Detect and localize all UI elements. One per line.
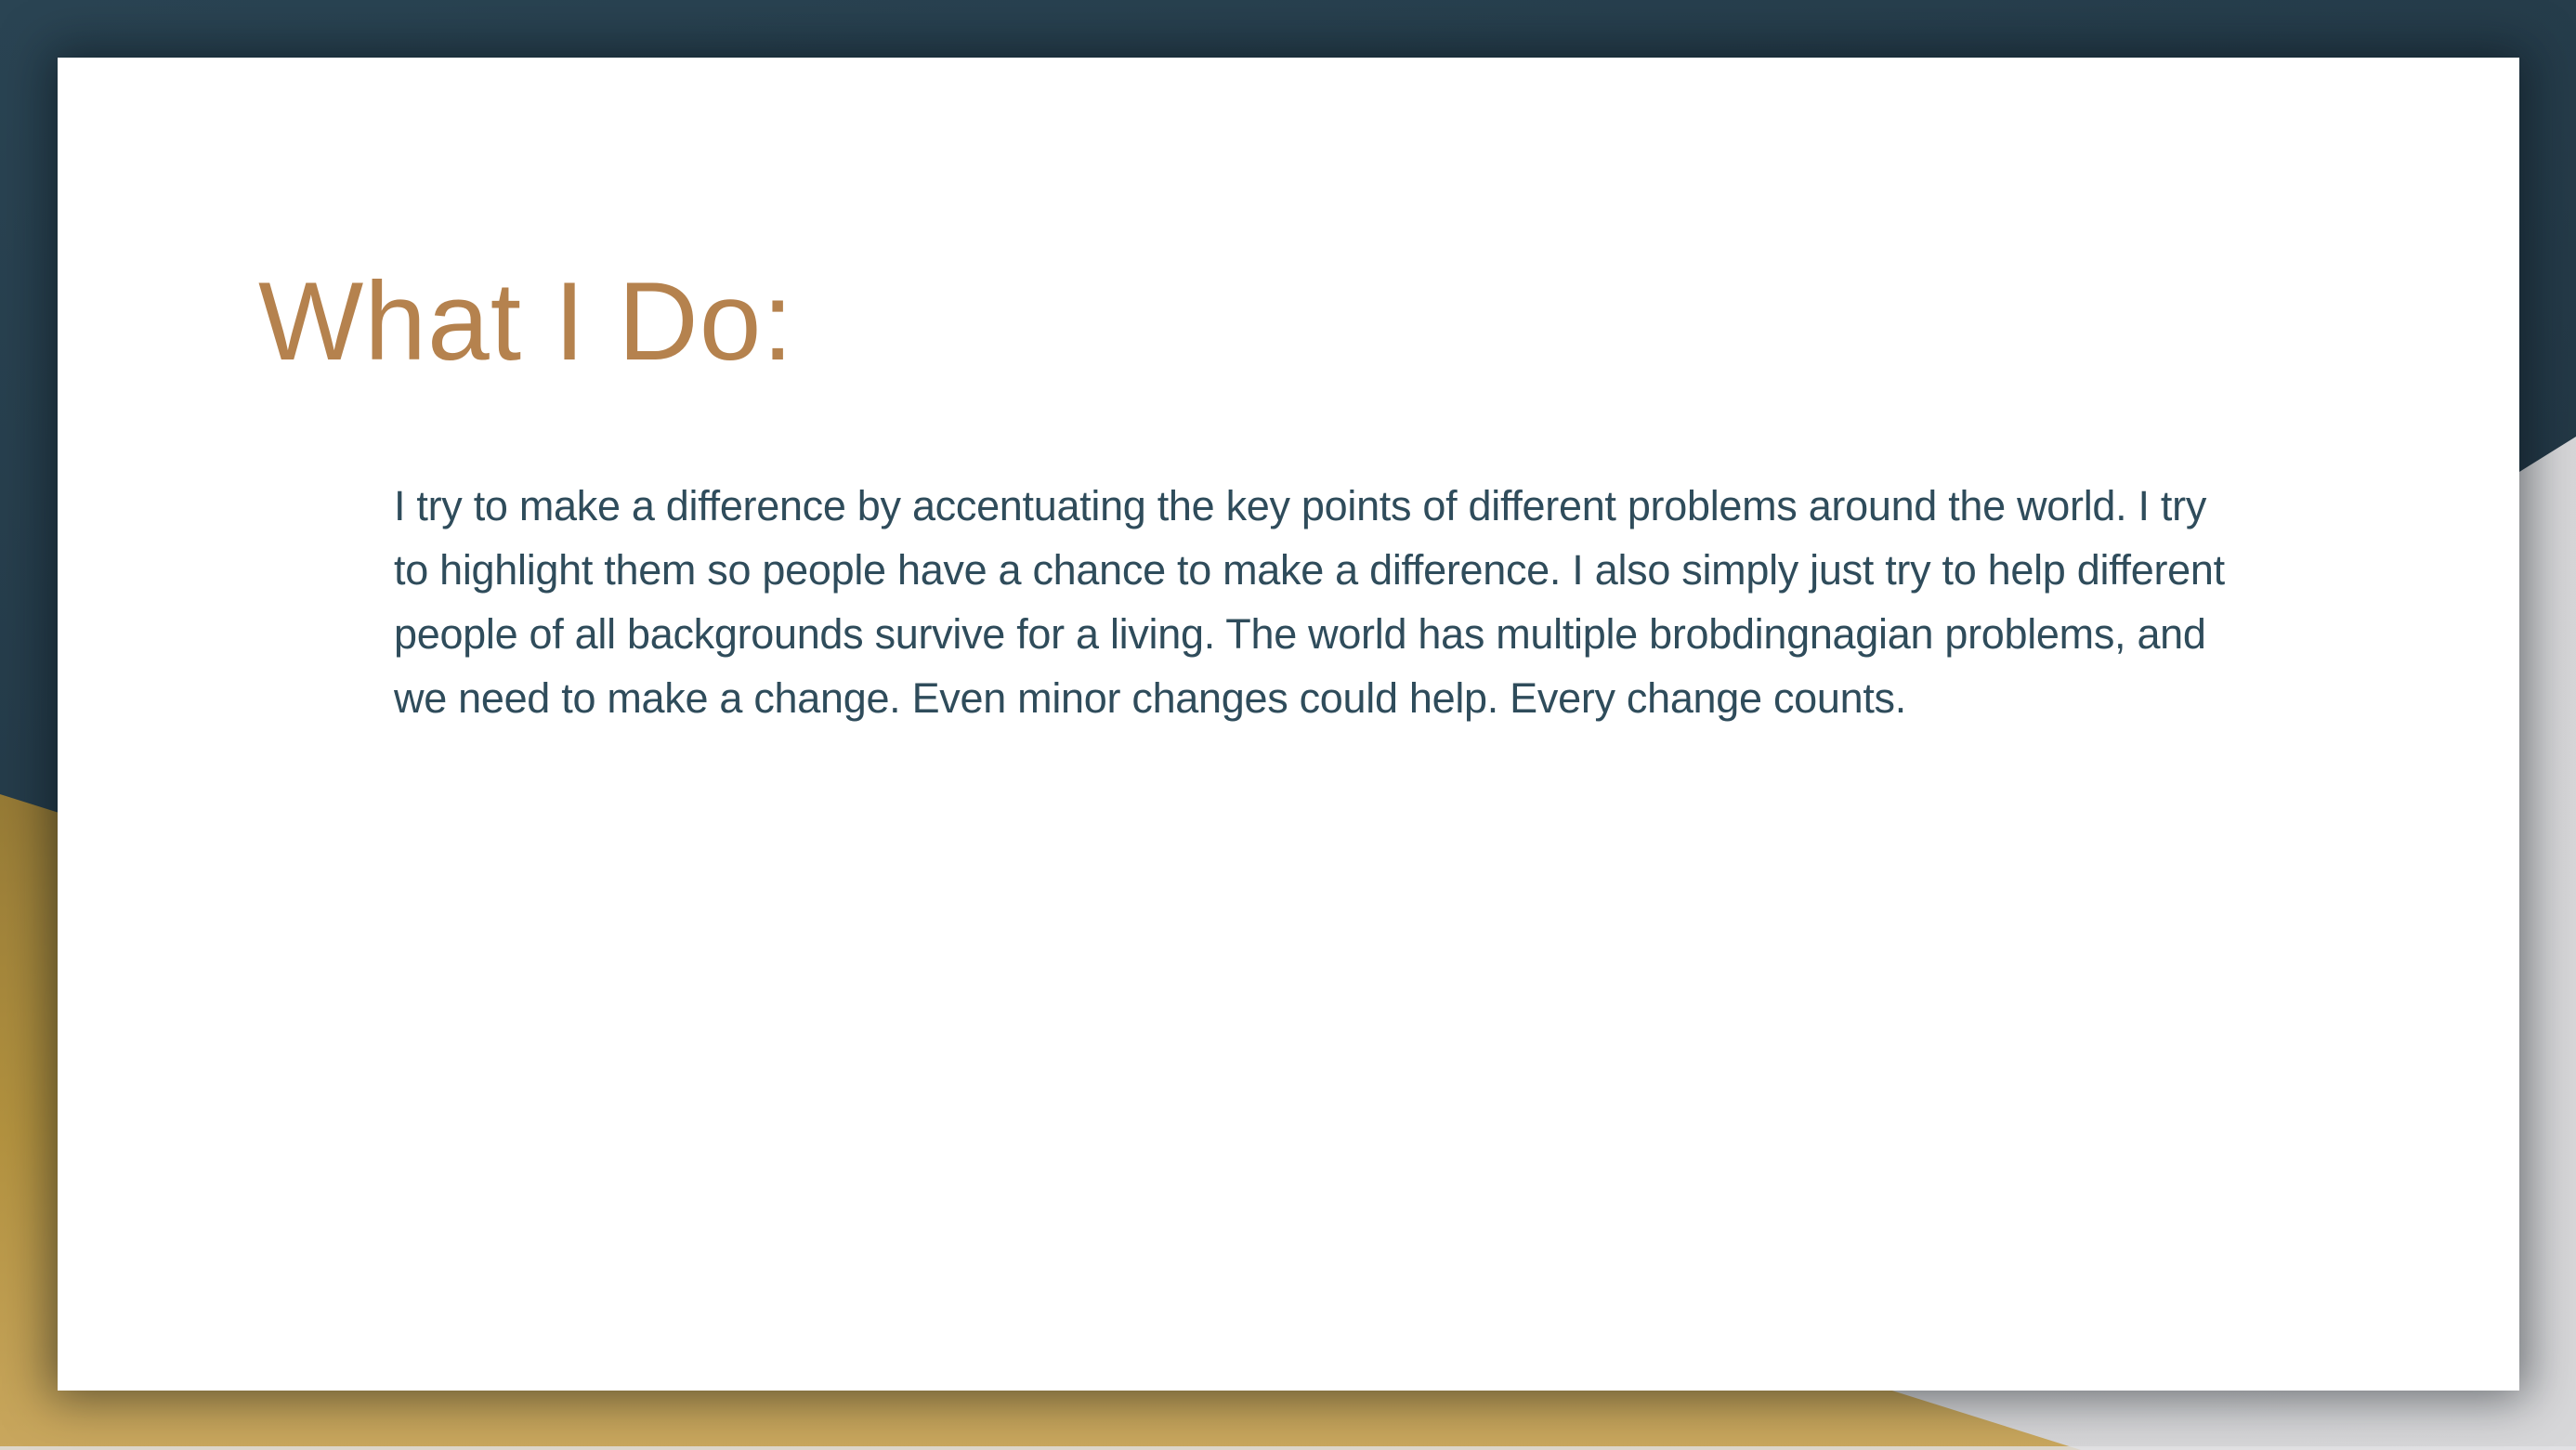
window-bottom-edge — [0, 1446, 2576, 1450]
body-line: I try to make a difference by accentuating the key points of different problems around the world. I try — [394, 482, 2207, 529]
slide-title: What I Do: — [258, 259, 794, 384]
slide-body-paragraph — [394, 474, 2419, 730]
body-line: to highlight them so people have a chance to make a difference. I also simply just try to help different — [394, 546, 2225, 594]
body-line: people of all backgrounds survive for a living. The world has multiple brobdingnagian problems, and — [394, 610, 2206, 658]
body-line: we need to make a change. Even minor changes could help. Every change counts. — [394, 674, 1906, 722]
slide — [58, 58, 2519, 1391]
